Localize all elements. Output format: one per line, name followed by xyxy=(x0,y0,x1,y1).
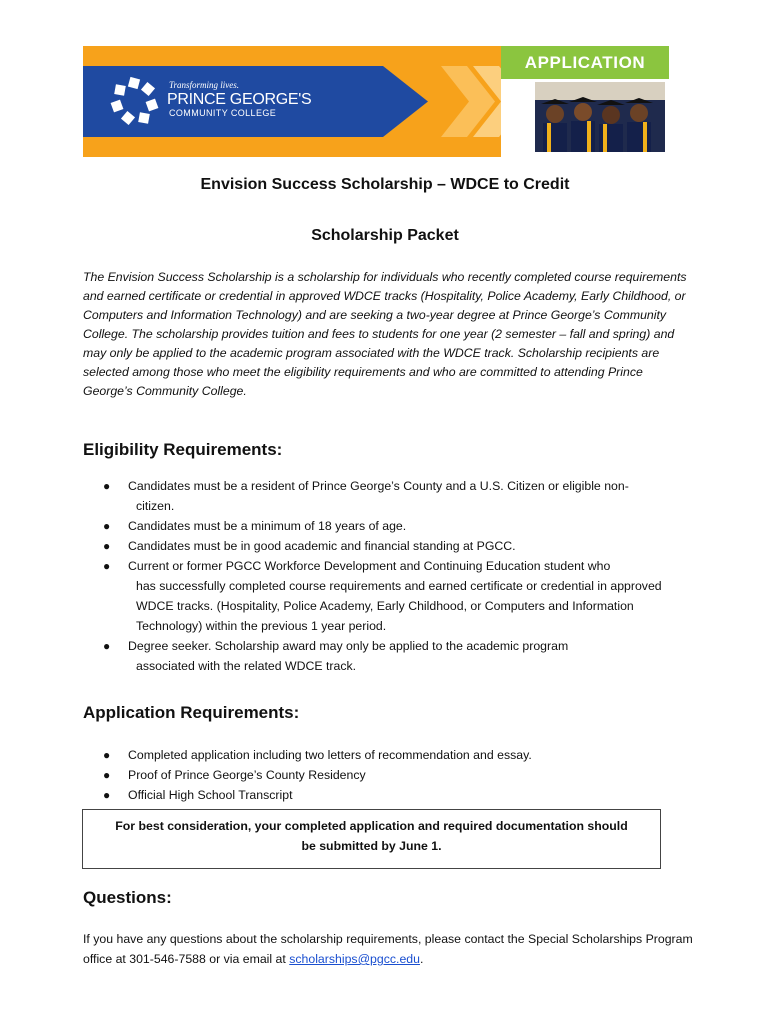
list-item xyxy=(103,636,683,676)
list-item-text: Candidates must be a resident of Prince George’s County and a U.S. Citizen or eligible non- xyxy=(128,479,629,493)
list-item-text: Completed application including two letters of recommendation and essay. xyxy=(128,748,532,762)
list-item-text: Official High School Transcript xyxy=(128,788,293,802)
list-item xyxy=(103,516,683,536)
bullet-icon: ● xyxy=(103,519,111,533)
questions-text: If you have any questions about the scholarship requirements, please contact the Special Scholarships Program office at 301-546-7588 or via email at xyxy=(83,932,693,966)
list-item-text: Degree seeker. Scholarship award may only be applied to the academic program xyxy=(128,639,569,653)
bullet-icon: ● xyxy=(103,479,111,493)
application-heading: Application Requirements: xyxy=(83,703,300,722)
questions-paragraph xyxy=(83,929,703,969)
list-item-continuation: has successfully completed course requirements and earned certificate or credential in approved WDCE tracks. (Hospitality, Police Academy, Early Childhood, or Computers and Information Technology) within the previous 1 year period. xyxy=(136,579,662,633)
list-item xyxy=(103,556,683,636)
bullet-icon: ● xyxy=(103,559,111,573)
bullet-icon: ● xyxy=(103,788,111,802)
list-item xyxy=(103,745,683,765)
bullet-icon: ● xyxy=(103,748,111,762)
list-item xyxy=(103,476,683,516)
deadline-notice-box xyxy=(82,809,661,869)
list-item-text: Current or former PGCC Workforce Development and Continuing Education student who xyxy=(128,559,611,573)
application-label: APPLICATION xyxy=(501,46,669,79)
document-title: Envision Success Scholarship – WDCE to Credit xyxy=(200,176,570,193)
college-subname: COMMUNITY COLLEGE xyxy=(169,108,277,118)
bullet-icon: ● xyxy=(103,539,111,553)
college-tagline: Transforming lives. xyxy=(169,80,240,90)
bullet-icon: ● xyxy=(103,768,111,782)
list-item xyxy=(103,536,683,556)
questions-heading: Questions: xyxy=(83,888,172,907)
list-item-text: Candidates must be a minimum of 18 years of age. xyxy=(128,519,407,533)
header-banner xyxy=(83,46,669,157)
graduates-photo xyxy=(535,82,665,152)
college-logo-icon xyxy=(109,76,159,126)
email-link[interactable]: scholarships@pgcc.edu xyxy=(289,952,420,966)
college-name: PRINCE GEORGE'S xyxy=(167,91,312,108)
list-item-text: Candidates must be in good academic and financial standing at PGCC. xyxy=(128,539,516,553)
notice-line: be submitted by June 1. xyxy=(301,839,442,853)
application-list xyxy=(103,745,683,805)
list-item xyxy=(103,765,683,785)
list-item-continuation: citizen. xyxy=(136,499,175,513)
notice-line: For best consideration, your completed application and required documentation should xyxy=(115,819,628,833)
list-item-text: Proof of Prince George’s County Residency xyxy=(128,768,366,782)
bullet-icon: ● xyxy=(103,639,111,653)
eligibility-heading: Eligibility Requirements: xyxy=(83,440,283,459)
document-subtitle: Scholarship Packet xyxy=(311,227,459,244)
eligibility-list xyxy=(103,476,683,676)
list-item xyxy=(103,785,683,805)
intro-paragraph: The Envision Success Scholarship is a scholarship for individuals who recently completed course requirements and earned certificate or credential in approved WDCE tracks (Hospitality, Police Academy, Early Childhood, or Computers and Information Technology) and are seeking a two-year degree at Prince George’s Community College. The scholarship provides tuition and fees to students for one year (2 semester – fall and spring) and may only be applied to the academic program associated with the WDCE track. Scholarship recipients are selected among those who meet the eligibility requirements and who are committed to attending Prince George’s Community College. xyxy=(83,270,687,398)
list-item-continuation: associated with the related WDCE track. xyxy=(136,659,357,673)
questions-end: . xyxy=(419,952,424,966)
